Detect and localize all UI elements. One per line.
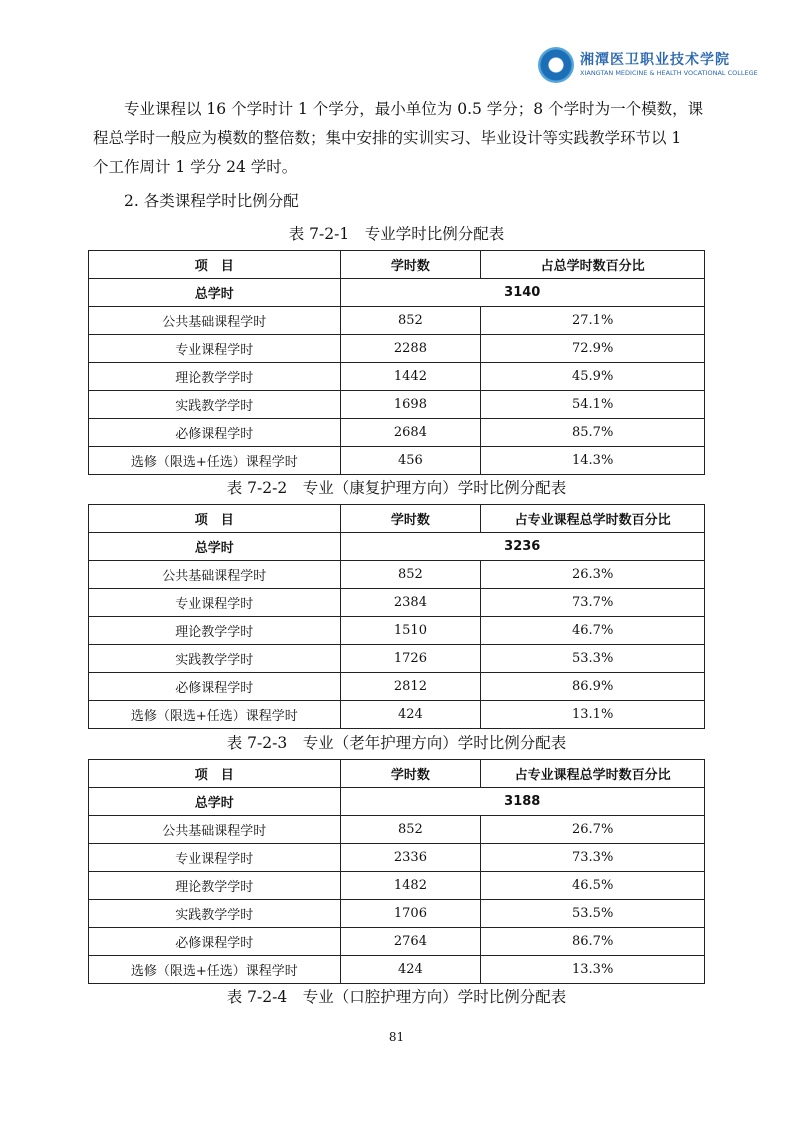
row-percent: 85.7% [481, 419, 705, 447]
row-label: 选修（限选+任选）课程学时 [89, 447, 341, 475]
row-label: 专业课程学时 [89, 335, 341, 363]
row-hours: 2288 [340, 335, 481, 363]
table-row [89, 589, 705, 617]
section-heading: 2. 各类课程学时比例分配 [124, 192, 299, 210]
row-percent: 45.9% [481, 363, 705, 391]
total-value: 3188 [340, 788, 704, 816]
row-label: 必修课程学时 [89, 419, 341, 447]
row-hours: 1698 [340, 391, 481, 419]
header-hours: 学时数 [340, 505, 481, 533]
row-hours: 1726 [340, 645, 481, 673]
row-percent: 86.9% [481, 673, 705, 701]
table-row [89, 872, 705, 900]
table-row [89, 928, 705, 956]
table-1-caption: 表 7-2-1 专业学时比例分配表 [288, 225, 505, 243]
row-percent: 46.7% [481, 617, 705, 645]
row-label: 实践教学学时 [89, 391, 341, 419]
header-percent: 占专业课程总学时数百分比 [481, 760, 705, 788]
row-percent: 53.3% [481, 645, 705, 673]
page-number: 81 [388, 1030, 405, 1044]
row-percent: 73.3% [481, 844, 705, 872]
table-2 [88, 504, 705, 729]
table-1 [88, 250, 705, 475]
row-percent: 26.7% [481, 816, 705, 844]
row-hours: 424 [340, 956, 481, 984]
logo-name-en: XIANGTAN MEDICINE & HEALTH VOCATIONAL COLLEGE [580, 69, 758, 77]
total-row [89, 279, 705, 307]
row-percent: 13.1% [481, 701, 705, 729]
table-row [89, 363, 705, 391]
row-hours: 852 [340, 561, 481, 589]
table-3 [88, 759, 705, 984]
total-label: 总学时 [89, 279, 341, 307]
row-hours: 1482 [340, 872, 481, 900]
row-label: 必修课程学时 [89, 928, 341, 956]
row-hours: 2764 [340, 928, 481, 956]
table-row [89, 561, 705, 589]
table-4-caption: 表 7-2-4 专业（口腔护理方向）学时比例分配表 [226, 988, 567, 1006]
row-percent: 14.3% [481, 447, 705, 475]
row-hours: 1706 [340, 900, 481, 928]
table-2-caption: 表 7-2-2 专业（康复护理方向）学时比例分配表 [226, 479, 567, 497]
row-label: 必修课程学时 [89, 673, 341, 701]
header-percent: 占专业课程总学时数百分比 [481, 505, 705, 533]
row-hours: 1510 [340, 617, 481, 645]
row-percent: 13.3% [481, 956, 705, 984]
college-logo [538, 47, 758, 85]
header-percent: 占总学时数百分比 [481, 251, 705, 279]
row-label: 理论教学学时 [89, 872, 341, 900]
total-label: 总学时 [89, 788, 341, 816]
header-item: 项 目 [89, 251, 341, 279]
header-item: 项 目 [89, 760, 341, 788]
table-row [89, 844, 705, 872]
logo-name-cn: 湘潭医卫职业技术学院 [580, 52, 730, 68]
table-row [89, 617, 705, 645]
row-percent: 53.5% [481, 900, 705, 928]
row-percent: 86.7% [481, 928, 705, 956]
row-label: 实践教学学时 [89, 900, 341, 928]
row-percent: 72.9% [481, 335, 705, 363]
intro-line-2: 程总学时一般应为模数的整倍数；集中安排的实训实习、毕业设计等实践教学环节以 1 [93, 129, 682, 147]
table-header-row [89, 760, 705, 788]
table-row [89, 335, 705, 363]
row-percent: 46.5% [481, 872, 705, 900]
row-label: 理论教学学时 [89, 617, 341, 645]
row-label: 公共基础课程学时 [89, 816, 341, 844]
row-hours: 424 [340, 701, 481, 729]
table-row [89, 701, 705, 729]
table-header-row [89, 251, 705, 279]
table-row [89, 419, 705, 447]
row-percent: 73.7% [481, 589, 705, 617]
table-row [89, 391, 705, 419]
table-row [89, 447, 705, 475]
row-label: 选修（限选+任选）课程学时 [89, 956, 341, 984]
table-3-caption: 表 7-2-3 专业（老年护理方向）学时比例分配表 [226, 734, 567, 752]
header-hours: 学时数 [340, 251, 481, 279]
intro-line-3: 个工作周计 1 学分 24 学时。 [93, 158, 298, 176]
row-label: 选修（限选+任选）课程学时 [89, 701, 341, 729]
row-percent: 26.3% [481, 561, 705, 589]
row-hours: 2684 [340, 419, 481, 447]
row-hours: 2336 [340, 844, 481, 872]
total-label: 总学时 [89, 533, 341, 561]
header-item: 项 目 [89, 505, 341, 533]
header-hours: 学时数 [340, 760, 481, 788]
row-label: 专业课程学时 [89, 844, 341, 872]
total-row [89, 533, 705, 561]
table-header-row [89, 505, 705, 533]
table-row [89, 816, 705, 844]
row-label: 理论教学学时 [89, 363, 341, 391]
row-percent: 27.1% [481, 307, 705, 335]
row-hours: 852 [340, 816, 481, 844]
row-label: 专业课程学时 [89, 589, 341, 617]
row-hours: 852 [340, 307, 481, 335]
table-row [89, 956, 705, 984]
total-row [89, 788, 705, 816]
table-row [89, 645, 705, 673]
total-value: 3140 [340, 279, 704, 307]
intro-line-1: 专业课程以 16 个学时计 1 个学分，最小单位为 0.5 学分；8 个学时为一个模数，课 [124, 100, 704, 118]
row-hours: 2384 [340, 589, 481, 617]
row-percent: 54.1% [481, 391, 705, 419]
row-hours: 456 [340, 447, 481, 475]
row-label: 公共基础课程学时 [89, 561, 341, 589]
table-row [89, 673, 705, 701]
row-hours: 2812 [340, 673, 481, 701]
table-row [89, 307, 705, 335]
row-label: 公共基础课程学时 [89, 307, 341, 335]
row-label: 实践教学学时 [89, 645, 341, 673]
college-emblem-icon [538, 47, 574, 83]
total-value: 3236 [340, 533, 704, 561]
table-row [89, 900, 705, 928]
row-hours: 1442 [340, 363, 481, 391]
